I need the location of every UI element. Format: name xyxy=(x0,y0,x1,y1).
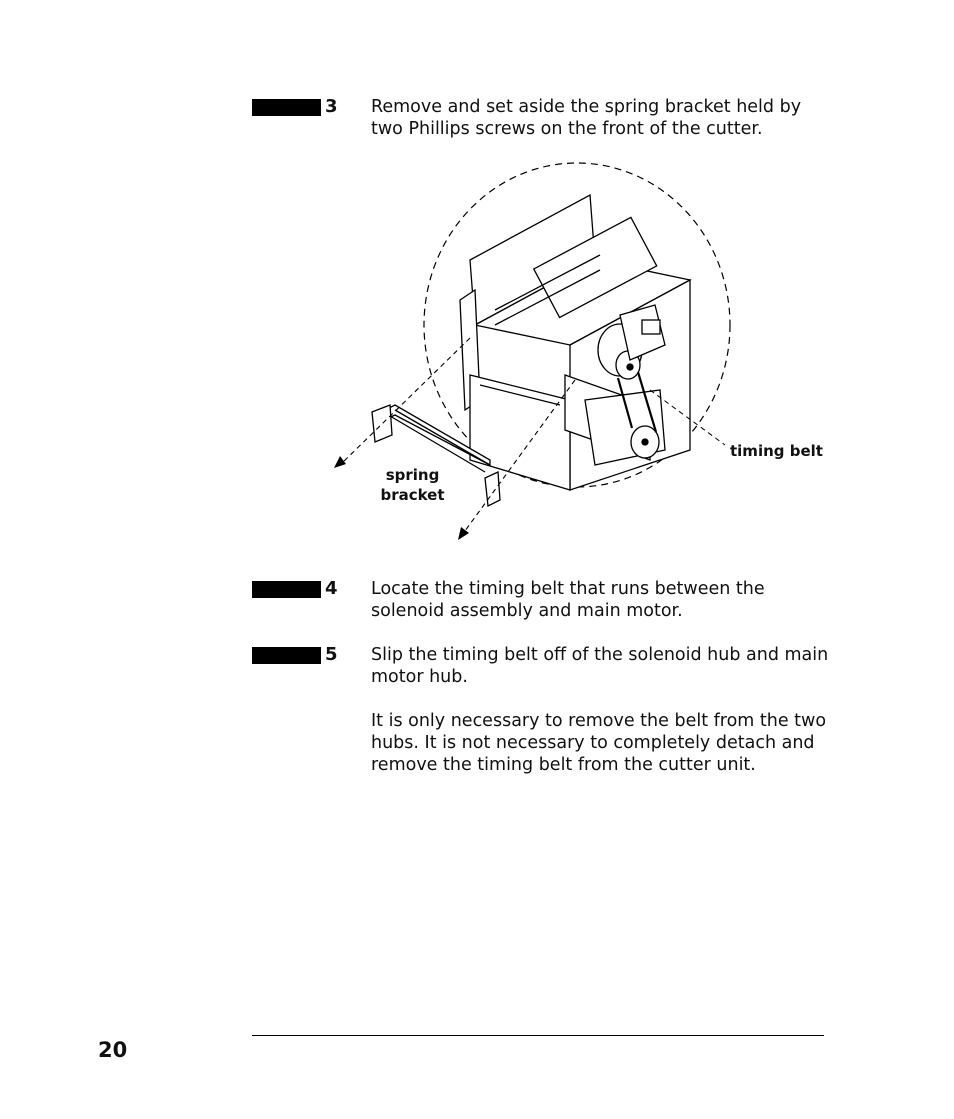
step-4-text: Locate the timing belt that runs between the solenoid assembly and main motor. xyxy=(371,579,765,621)
step-3-marker xyxy=(252,99,321,116)
step-4-marker xyxy=(252,581,321,598)
arrow-head-left xyxy=(334,456,346,468)
step-3-number: 3 xyxy=(325,96,338,117)
step-5-marker xyxy=(252,647,321,664)
arrow-head-bottom xyxy=(458,527,469,540)
step-5-note: It is only necessary to remove the belt from the two hubs. It is not necessary to completely detach and remove the timing belt from the cutter unit. xyxy=(371,711,827,775)
spring-label: spring xyxy=(385,466,440,484)
bracket-label: bracket xyxy=(380,486,445,504)
page-number: 20 xyxy=(98,1038,128,1062)
footer-rule xyxy=(252,1035,824,1036)
step-3-text: Remove and set aside the spring bracket held by two Phillips screws on the front of the cutter. xyxy=(371,97,802,139)
step-5-number: 5 xyxy=(325,644,338,665)
step-5-text: Slip the timing belt off of the solenoid hub and main motor hub. xyxy=(371,645,829,687)
timing-belt-label: timing belt xyxy=(730,442,823,460)
step-4-number: 4 xyxy=(325,578,338,599)
